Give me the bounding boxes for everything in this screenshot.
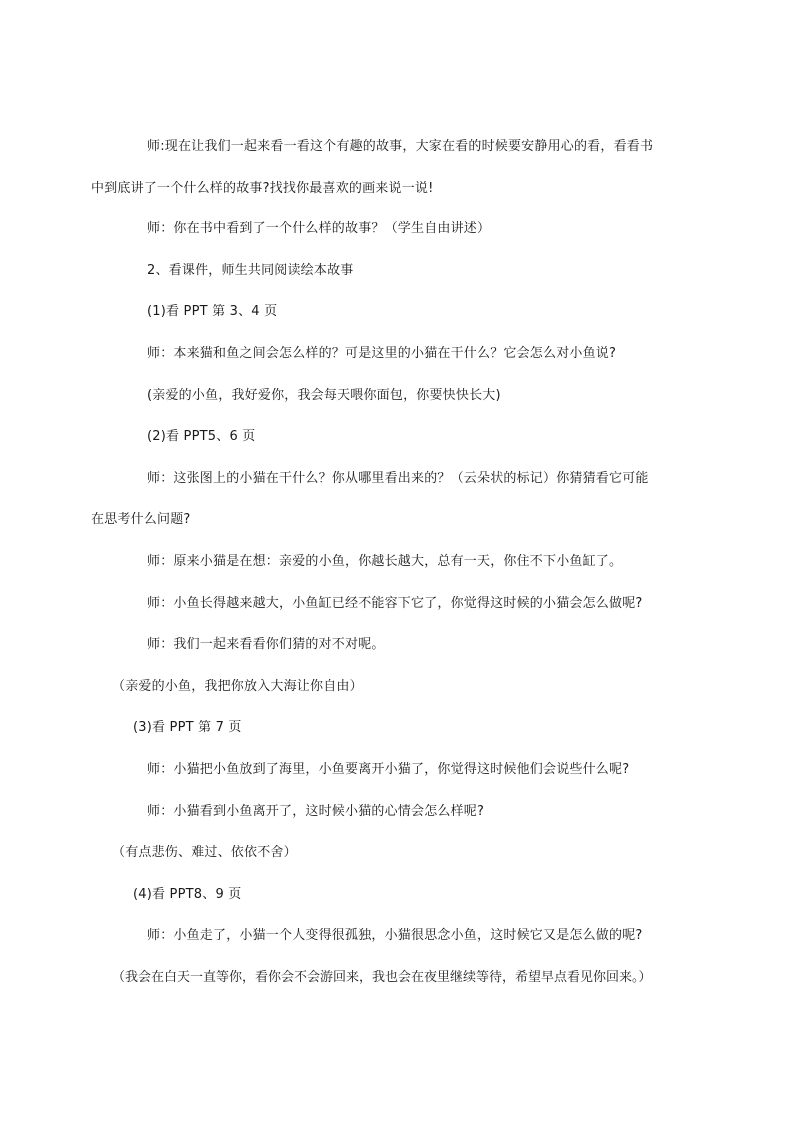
- paragraph-line: 师：我们一起来看看你们猜的对不对呢。: [147, 637, 385, 652]
- paragraph-line: （有点悲伤、难过、依依不舍）: [112, 845, 297, 860]
- section-heading: 2、看课件，师生共同阅读绘本故事: [147, 263, 354, 278]
- paragraph-line: （亲爱的小鱼，我把你放入大海让你自由）: [112, 679, 363, 694]
- paragraph-line: (亲爱的小鱼，我好爱你，我会每天喂你面包，你要快快长大): [147, 388, 501, 403]
- paragraph-line: 师：小鱼走了，小猫一个人变得很孤独，小猫很思念小鱼，这时候它又是怎么做的呢?: [147, 928, 643, 943]
- subsection-heading: (4)看 PPT8、9 页: [133, 887, 242, 902]
- paragraph-line: 师：你在书中看到了一个什么样的故事？（学生自由讲述）: [147, 221, 491, 236]
- paragraph-line: 师：本来猫和鱼之间会怎么样的？可是这里的小猫在干什么？它会怎么对小鱼说?: [147, 346, 617, 361]
- paragraph-line: 师：小猫把小鱼放到了海里，小鱼要离开小猫了，你觉得这时候他们会说些什么呢?: [147, 762, 630, 777]
- paragraph-line: 师：小鱼长得越来越大，小鱼缸已经不能容下它了，你觉得这时候的小猫会怎么做呢?: [147, 596, 643, 611]
- paragraph-line: 在思考什么问题?: [91, 512, 191, 527]
- paragraph-line: 师：小猫看到小鱼离开了，这时候小猫的心情会怎么样呢?: [147, 804, 485, 819]
- paragraph-line: （我会在白天一直等你，看你会不会游回来，我也会在夜里继续等待，希望早点看见你回来。）: [112, 970, 652, 985]
- paragraph-line: 师:现在让我们一起来看一看这个有趣的故事，大家在看的时候要安静用心的看，看看书: [147, 139, 654, 154]
- paragraph-line: 师：原来小猫是在想：亲爱的小鱼，你越长越大，总有一天，你住不下小鱼缸了。: [147, 554, 623, 569]
- subsection-heading: (3)看 PPT 第 7 页: [133, 720, 242, 735]
- paragraph-line: 中到底讲了一个什么样的故事?找找你最喜欢的画来说一说!: [91, 181, 434, 196]
- paragraph-line: 师：这张图上的小猫在干什么？你从哪里看出来的？（云朵状的标记）你猜猜看它可能: [147, 471, 649, 486]
- subsection-heading: (2)看 PPT5、6 页: [147, 429, 256, 444]
- subsection-heading: (1)看 PPT 第 3、4 页: [147, 304, 278, 319]
